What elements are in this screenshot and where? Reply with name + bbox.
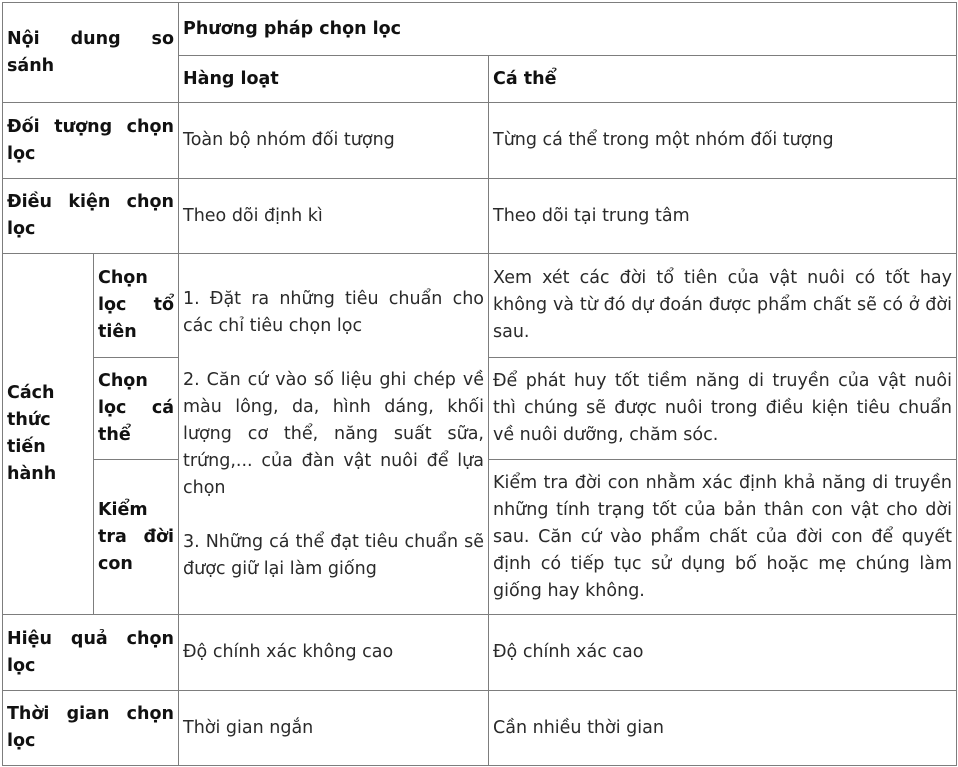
comparison-table (2, 2, 957, 766)
mass-step-3: 3. Những cá thể đạt tiêu chuẩn sẽ được giữ lại làm giống (183, 531, 484, 579)
row-label-condition: Điều kiện chọn lọc (3, 179, 179, 254)
cell-condition-individual: Theo dõi tại trung tâm (489, 179, 957, 254)
cell-time-mass: Thời gian ngắn (179, 691, 489, 766)
cell-target-individual: Từng cá thể trong một nhóm đối tượng (489, 103, 957, 179)
header-corner-cell: Nội dung so sánh (3, 3, 179, 103)
cell-method-individual-ancestors: Xem xét các đời tổ tiên của vật nuôi có tốt hay không và từ đó dự đoán được phẩm chất sẽ có ở đời sau. (489, 254, 957, 358)
header-individual-cell: Cá thể (489, 56, 957, 103)
table-row (3, 691, 957, 766)
sublabel-offspring: Kiểm tra đời con (94, 460, 179, 615)
sublabel-individual: Chọn lọc cá thể (94, 358, 179, 460)
row-label-target: Đối tượng chọn lọc (3, 103, 179, 179)
table-row (3, 615, 957, 691)
header-mass-cell: Hàng loạt (179, 56, 489, 103)
table-row (3, 179, 957, 254)
cell-condition-mass: Theo dõi định kì (179, 179, 489, 254)
cell-target-mass: Toàn bộ nhóm đối tượng (179, 103, 489, 179)
cell-method-mass (179, 254, 489, 615)
row-label-time: Thời gian chọn lọc (3, 691, 179, 766)
table-row (3, 254, 957, 358)
cell-method-individual-individual: Để phát huy tốt tiềm năng di truyền của vật nuôi thì chúng sẽ được nuôi trong điều kiện tiêu chuẩn về nuôi dưỡng, chăm sóc. (489, 358, 957, 460)
cell-efficiency-individual: Độ chính xác cao (489, 615, 957, 691)
cell-efficiency-mass: Độ chính xác không cao (179, 615, 489, 691)
row-label-method: Cách thức tiến hành (3, 254, 94, 615)
mass-step-2: 2. Căn cứ vào số liệu ghi chép về màu lông, da, hình dáng, khối lượng cơ thể, năng suất sữa, trứng,... của đàn vật nuôi để lựa chọn (183, 369, 484, 498)
mass-step-1: 1. Đặt ra những tiêu chuẩn cho các chỉ tiêu chọn lọc (183, 288, 484, 336)
sublabel-ancestors: Chọn lọc tổ tiên (94, 254, 179, 358)
row-label-efficiency: Hiệu quả chọn lọc (3, 615, 179, 691)
table-row (3, 103, 957, 179)
cell-method-individual-offspring: Kiểm tra đời con nhằm xác định khả năng di truyền những tính trạng tốt của bản thân con vật cho dời sau. Căn cứ vào phẩm chất của đời con để quyết định có tiếp tục sử dụng bố hoặc mẹ chúng làm giống hay không. (489, 460, 957, 615)
header-row (3, 3, 957, 56)
cell-time-individual: Cần nhiều thời gian (489, 691, 957, 766)
header-group-cell: Phương pháp chọn lọc (179, 3, 957, 56)
